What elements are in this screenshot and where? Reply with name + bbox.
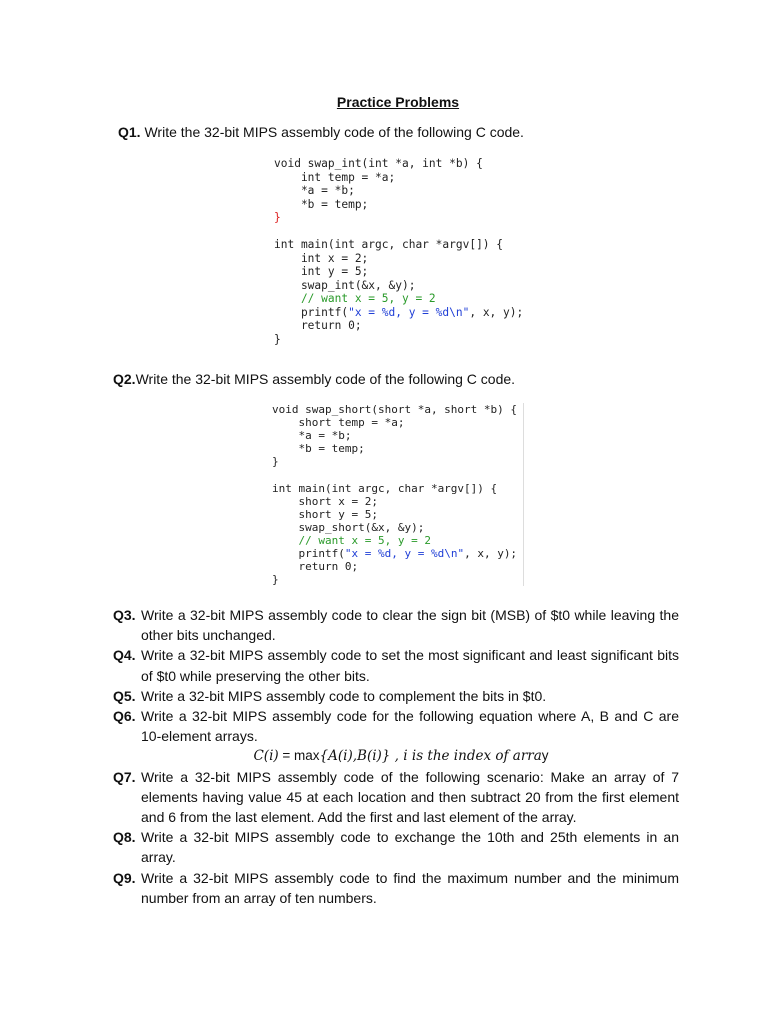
question-5-number: Q5.	[113, 687, 136, 704]
code-token: int main(int argc, char *argv[]) {	[272, 481, 498, 495]
equation-args: {A(i),B(i)}	[319, 748, 391, 765]
code-token: return 0;	[272, 560, 359, 574]
code-line	[274, 306, 523, 319]
code-token: int main(int argc, char *argv[]) {	[274, 238, 504, 251]
code-line	[274, 171, 395, 184]
question-8-number: Q8.	[113, 829, 136, 846]
question-9-number: Q9.	[113, 869, 136, 886]
equation	[113, 746, 679, 766]
question-4	[113, 645, 679, 685]
code-token: short x = 2;	[272, 494, 378, 508]
question-1-text: Write the 32-bit MIPS assembly code of the following C code.	[144, 124, 524, 140]
code-token: *a = *b;	[272, 429, 352, 443]
question-6-number: Q6.	[113, 708, 136, 725]
code-line	[272, 508, 378, 521]
code-line	[274, 238, 503, 251]
code-block-swap-short	[272, 403, 524, 586]
code-line	[272, 403, 517, 416]
question-9-text: Write a 32-bit MIPS assembly code to find the maximum number and the minimum number from an array of ten numbers.	[141, 869, 679, 906]
code-token: // want x = 5, y = 2	[274, 292, 436, 305]
code-token: int temp = *a;	[274, 170, 396, 184]
code-token: short temp = *a;	[272, 416, 405, 430]
code-token: void swap_int(int *a, int *b) {	[274, 157, 483, 170]
question-3-number: Q3.	[113, 607, 136, 623]
question-6-text: Write a 32-bit MIPS assembly code for the following equation where A, B and C are 10-element arrays.	[141, 708, 679, 745]
code-token: // want x = 5, y = 2	[272, 533, 431, 547]
question-9	[113, 868, 679, 908]
code-line	[272, 560, 358, 573]
question-8-text: Write a 32-bit MIPS assembly code to exchange the 10th and 25th elements in an array.	[141, 829, 679, 866]
code-token: swap_int(&x, &y);	[274, 278, 416, 292]
question-5	[113, 686, 679, 706]
code-token: }	[274, 211, 281, 224]
page-title: Practice Problems	[336, 94, 460, 110]
question-3-text: Write a 32-bit MIPS assembly code to clear the sign bit (MSB) of $t0 while leaving the other bits unchanged.	[141, 607, 679, 644]
question-1	[118, 124, 524, 140]
code-line	[274, 157, 483, 170]
code-line	[272, 534, 431, 547]
question-4-text: Write a 32-bit MIPS assembly code to set the most significant and least significant bits of $t0 while preserving the other bits.	[141, 647, 679, 684]
equation-note-tail: y	[541, 748, 549, 764]
code-line	[272, 429, 351, 442]
question-3	[113, 605, 679, 645]
code-token: *a = *b;	[274, 184, 355, 197]
code-line	[274, 333, 281, 346]
question-7-number: Q7.	[113, 768, 136, 785]
code-token: short y = 5;	[272, 507, 378, 521]
equation-lhs: C(i)	[253, 748, 279, 765]
equation-note: , i is the index of arra	[390, 748, 542, 765]
question-8	[113, 827, 679, 867]
code-line	[272, 455, 279, 468]
code-block-swap-int	[274, 157, 523, 346]
code-line	[272, 482, 497, 495]
code-line	[274, 211, 281, 224]
code-line	[274, 252, 368, 265]
code-token: *b = temp;	[274, 197, 369, 211]
code-token: }	[272, 573, 279, 587]
code-token: return 0;	[274, 319, 362, 332]
code-line	[272, 547, 517, 560]
code-token: }	[272, 455, 279, 469]
code-token: int y = 5;	[274, 265, 369, 278]
code-token: "x = %d, y = %d\n"	[348, 305, 470, 319]
question-list	[113, 605, 679, 908]
code-line	[272, 416, 404, 429]
code-line	[274, 279, 415, 292]
code-token: printf(	[274, 305, 349, 319]
equation-max: = max	[278, 748, 320, 764]
code-line	[274, 265, 368, 278]
question-2	[113, 371, 515, 387]
question-6	[113, 706, 679, 746]
code-token: }	[274, 332, 281, 346]
code-token: swap_short(&x, &y);	[272, 520, 425, 534]
question-5-text: Write a 32-bit MIPS assembly code to complement the bits in $t0.	[141, 687, 547, 704]
question-2-number: Q2.	[113, 371, 136, 387]
question-7	[113, 767, 679, 828]
code-line	[274, 184, 355, 197]
code-line	[274, 319, 362, 332]
code-token: int x = 2;	[274, 251, 369, 265]
question-1-number: Q1.	[118, 124, 141, 140]
code-token: printf(	[272, 547, 345, 561]
code-token: *b = temp;	[272, 442, 365, 456]
code-line	[272, 442, 365, 455]
code-token: , x, y);	[464, 547, 518, 561]
code-line	[274, 198, 368, 211]
question-2-text: Write the 32-bit MIPS assembly code of the following C code.	[135, 371, 516, 387]
code-token: "x = %d, y = %d\n"	[344, 547, 465, 561]
code-line	[272, 573, 279, 586]
question-4-number: Q4.	[113, 647, 136, 664]
code-line	[272, 495, 378, 508]
code-token: void swap_short(short *a, short *b) {	[272, 403, 518, 416]
code-line	[272, 521, 424, 534]
code-token: , x, y);	[469, 305, 524, 319]
code-line	[274, 292, 436, 305]
question-7-text: Write a 32-bit MIPS assembly code of the following scenario: Make an array of 7 elements having value 45 at each location and then subtract 20 from the first element and 6 from the last element. Add the first and last element of the array.	[141, 768, 679, 826]
